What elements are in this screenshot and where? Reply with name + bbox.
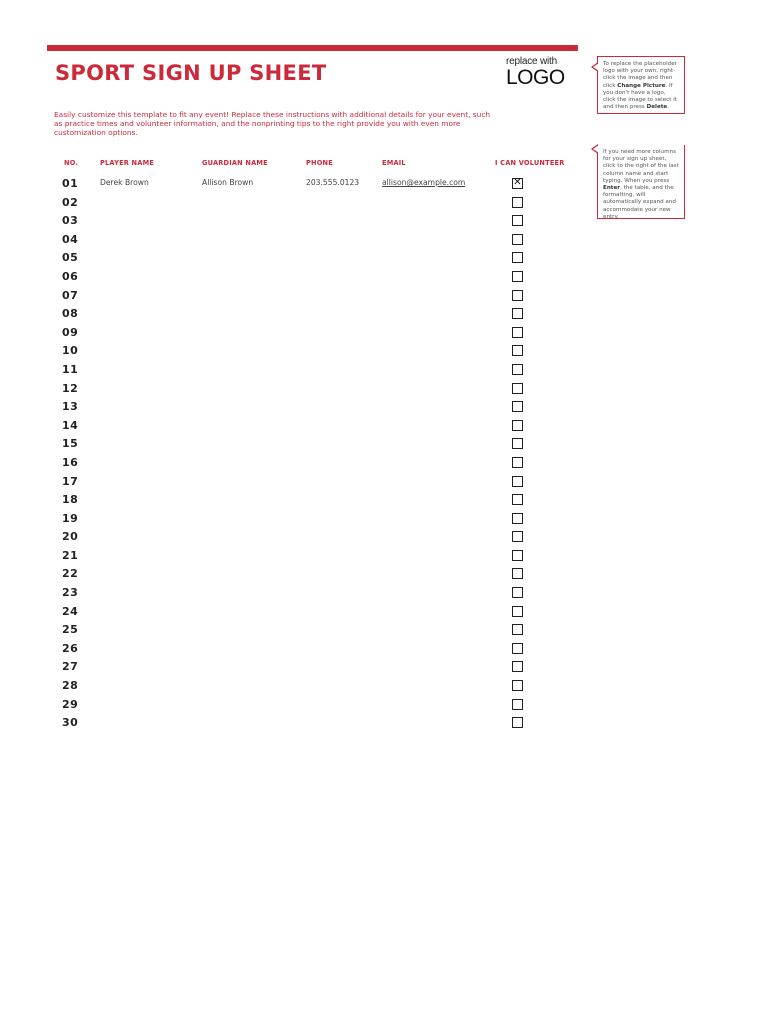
row-number: 28 [62,679,79,693]
table-row [0,417,770,436]
volunteer-checkbox[interactable] [512,476,523,487]
row-number: 10 [62,344,79,358]
table-row [0,194,770,213]
volunteer-checkbox[interactable] [512,606,523,617]
row-number: 29 [62,697,79,711]
table-row [0,361,770,380]
row-number: 21 [62,548,79,562]
volunteer-checkbox[interactable] [512,661,523,672]
row-number: 09 [62,325,79,339]
row-number: 01 [62,177,79,190]
volunteer-checkbox[interactable] [512,215,523,226]
row-number: 26 [62,641,79,655]
phone-cell[interactable]: 203.555.0123 [306,178,360,187]
table-row [0,473,770,492]
columns-tip-part2: , the table, and the formatting, will automatically expand and accommodate your new entry. [603,185,676,220]
table-row [0,603,770,622]
volunteer-checkbox[interactable] [512,457,523,468]
row-number: 17 [62,474,79,488]
logo-tip-callout [597,56,685,114]
volunteer-checkbox[interactable] [512,717,523,728]
row-number: 27 [62,660,79,674]
row-number: 30 [62,716,79,730]
volunteer-checkbox[interactable] [512,568,523,579]
volunteer-checkbox[interactable] [512,680,523,691]
table-row [0,380,770,399]
table-row [0,547,770,566]
table-row [0,658,770,677]
row-number: 19 [62,511,79,525]
row-number: 08 [62,307,79,321]
table-row [0,454,770,473]
table-row [0,249,770,268]
table-row [0,212,770,231]
signup-table-body [0,175,770,733]
page-title: SPORT SIGN UP SHEET [55,61,327,85]
volunteer-checkbox[interactable] [512,420,523,431]
row-number: 24 [62,604,79,618]
row-number: 20 [62,530,79,544]
volunteer-checkbox[interactable] [512,438,523,449]
table-row [0,565,770,584]
logo-placeholder[interactable] [506,57,564,88]
logo-text: LOGO [506,66,565,89]
volunteer-checkbox[interactable] [512,197,523,208]
table-row [0,398,770,417]
table-row [0,342,770,361]
row-number: 15 [62,437,79,451]
row-number: 04 [62,232,79,246]
table-row [0,231,770,250]
col-header-volunteer[interactable]: I CAN VOLUNTEER [495,159,565,167]
volunteer-checkbox[interactable] [512,271,523,282]
volunteer-checkbox[interactable] [512,364,523,375]
col-header-phone[interactable]: PHONE [306,159,333,167]
table-row [0,305,770,324]
row-number: 18 [62,493,79,507]
logo-tip-part2: . If you don't have a logo, click the image to select it and then press [603,82,677,111]
col-header-email[interactable]: EMAIL [382,159,406,167]
volunteer-checkbox[interactable] [512,513,523,524]
header-accent-bar [47,45,578,51]
table-row [0,621,770,640]
volunteer-checkbox[interactable] [512,290,523,301]
player-name-cell[interactable]: Derek Brown [100,178,149,187]
logo-tip-part1: To replace the placeholder logo with your own, right-click the image and then click [603,61,677,89]
table-row [0,287,770,306]
col-header-guardian[interactable]: GUARDIAN NAME [202,159,268,167]
row-number: 06 [62,269,79,283]
table-row [0,677,770,696]
volunteer-checkbox[interactable] [512,327,523,338]
row-number: 25 [62,623,79,637]
logo-caption: replace with [506,56,557,67]
checkmark-x-icon: ✕ [513,177,522,188]
volunteer-checkbox[interactable] [512,252,523,263]
row-number: 16 [62,455,79,469]
columns-tip-part1: If you need more columns for your sign up sheet, click to the right of the last column name and start typing. When you press [603,149,679,184]
logo-tip-part3: . [667,104,669,111]
table-row [0,714,770,733]
row-number: 11 [62,362,79,376]
table-row [0,584,770,603]
volunteer-checkbox[interactable] [512,624,523,635]
row-number: 02 [62,195,79,209]
row-number: 13 [62,400,79,414]
volunteer-checkbox[interactable] [512,401,523,412]
volunteer-checkbox[interactable] [512,308,523,319]
table-row [0,175,770,194]
table-row [0,435,770,454]
table-row [0,528,770,547]
row-number: 22 [62,567,79,581]
row-number: 03 [62,214,79,228]
col-header-player[interactable]: PLAYER NAME [100,159,155,167]
logo-tip-bold1: Change Picture [617,82,666,89]
volunteer-checkbox[interactable] [512,494,523,505]
volunteer-checkbox[interactable] [512,345,523,356]
table-row [0,268,770,287]
volunteer-checkbox[interactable] [512,699,523,710]
volunteer-checkbox[interactable] [512,234,523,245]
table-row [0,640,770,659]
table-row [0,324,770,343]
row-number: 23 [62,586,79,600]
table-row [0,510,770,529]
volunteer-checkbox[interactable] [512,550,523,561]
instructions-text[interactable]: Easily customize this template to fit any event! Replace these instructions with additional details for your event, such as practice times and volunteer information, and the nonprinting tips to the right provide you with even more customization options. [54,110,491,137]
logo-tip-bold2: Delete [646,104,668,111]
volunteer-checkbox[interactable] [512,178,523,189]
volunteer-checkbox[interactable] [512,531,523,542]
email-cell[interactable]: allison@example.com [382,178,466,187]
volunteer-checkbox[interactable] [512,587,523,598]
volunteer-checkbox[interactable] [512,383,523,394]
col-header-no[interactable]: NO. [64,159,79,167]
table-row [0,491,770,510]
guardian-name-cell[interactable]: Allison Brown [202,178,254,187]
columns-tip-bold1: Enter [603,185,621,192]
volunteer-checkbox[interactable] [512,643,523,654]
row-number: 07 [62,288,79,302]
table-row [0,696,770,715]
row-number: 05 [62,251,79,265]
row-number: 12 [62,381,79,395]
row-number: 14 [62,418,79,432]
